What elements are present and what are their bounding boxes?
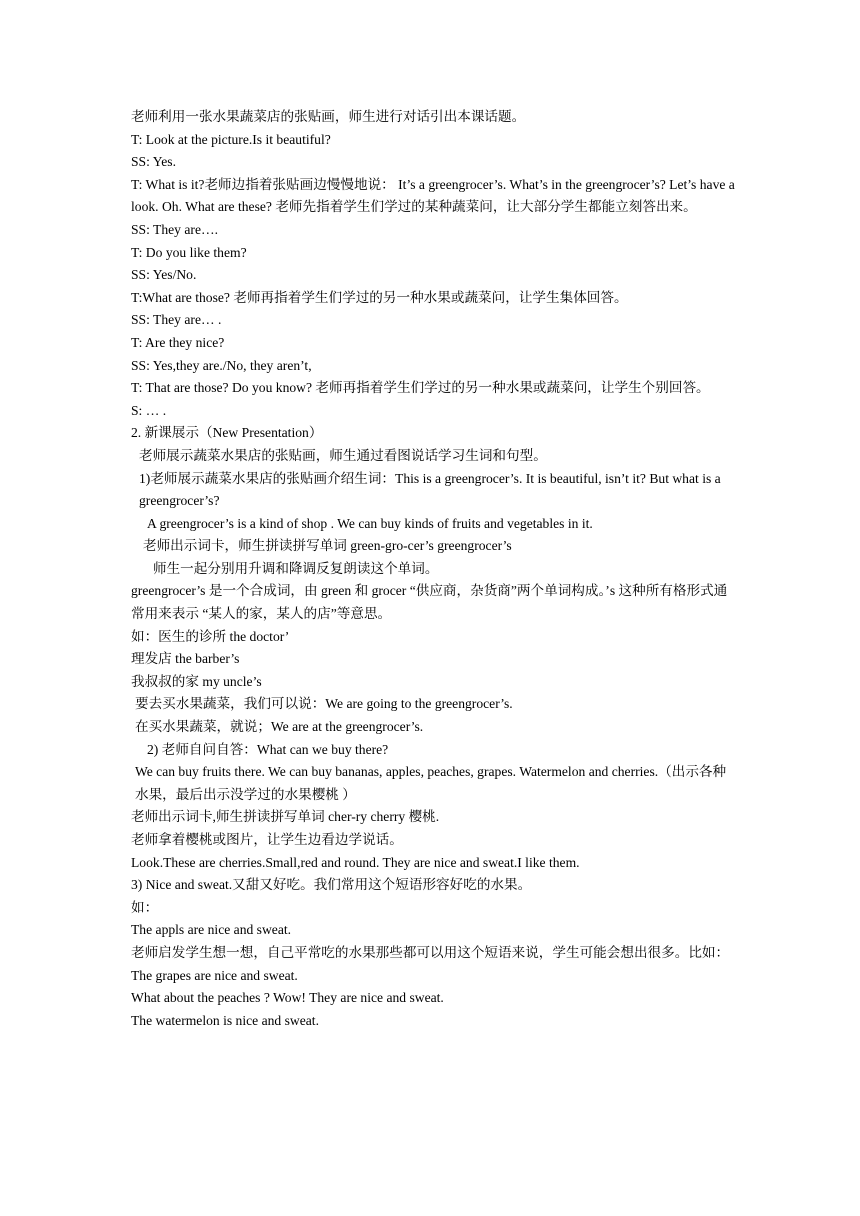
document-line: 1)老师展示蔬菜水果店的张贴画介绍生词：This is a greengrocer’s. It is beautiful, isn’t it? But what is a greengrocer’s?	[139, 470, 721, 509]
document-line: S: … .	[131, 402, 167, 418]
document-line: The appls are nice and sweat.	[131, 922, 292, 938]
document-line: T: What is it?老师边指着张贴画边慢慢地说： It’s a greengrocer’s. What’s in the greengrocer’s? Let’s have a look. Oh. What are these? 老师先指着学生们学过的某种蔬菜问，让大部分学生都能立刻答出来。	[131, 176, 735, 215]
document-line: SS: Yes,they are./No, they aren’t,	[131, 357, 312, 373]
document-line: The watermelon is nice and sweat.	[131, 1012, 319, 1028]
document-line: 我叔叔的家 my uncle’s	[131, 673, 262, 689]
document-line: 要去买水果蔬菜，我们可以说：We are going to the greengrocer’s.	[135, 696, 513, 712]
document-line: SS: They are… .	[131, 312, 222, 328]
document-line: T:What are those? 老师再指着学生们学过的另一种水果或蔬菜问，让学生集体回答。	[131, 289, 628, 305]
document-body	[131, 106, 736, 1032]
document-line: greengrocer’s 是一个合成词，由 green 和 grocer “供应商，杂货商”两个单词构成。’s 这种所有格形式通常用来表示 “某人的家，某人的店”等意思。	[131, 583, 728, 622]
document-line: 老师展示蔬菜水果店的张贴画，师生通过看图说话学习生词和句型。	[139, 447, 547, 463]
document-line: What about the peaches ? Wow! They are nice and sweat.	[131, 990, 444, 1006]
document-line: T: Are they nice?	[131, 334, 225, 350]
document-line: We can buy fruits there. We can buy bananas, apples, peaches, grapes. Watermelon and cherries.（出示各种水果，最后出示没学过的水果樱桃 ）	[135, 764, 727, 802]
document-line: 老师拿着樱桃或图片，让学生边看边学说话。	[131, 832, 403, 847]
document-line: T: That are those? Do you know? 老师再指着学生们学过的另一种水果或蔬菜问，让学生个别回答。	[131, 380, 710, 396]
document-line: 2. 新课展示（New Presentation）	[131, 425, 323, 441]
document-line: 理发店 the barber’s	[131, 651, 240, 667]
document-line: 在买水果蔬菜，就说；We are at the greengrocer’s.	[135, 719, 424, 735]
document-line: SS: Yes.	[131, 154, 176, 170]
document-line: 老师启发学生想一想，自己平常吃的水果那些都可以用这个短语来说，学生可能会想出很多。比如：	[131, 944, 730, 960]
document-line: 2) 老师自问自答：What can we buy there?	[147, 741, 389, 757]
document-line: SS: Yes/No.	[131, 267, 197, 283]
document-line: 老师利用一张水果蔬菜店的张贴画，师生进行对话引出本课话题。	[131, 109, 526, 124]
document-line: 师生一起分别用升调和降调反复朗读这个单词。	[153, 560, 439, 576]
document-line: The grapes are nice and sweat.	[131, 967, 298, 983]
document-line: T: Look at the picture.Is it beautiful?	[131, 131, 331, 147]
document-line: 3) Nice and sweat.又甜又好吃。我们常用这个短语形容好吃的水果。	[131, 877, 532, 893]
document-line: 如：医生的诊所 the doctor’	[131, 628, 290, 644]
document-line: 老师出示词卡,师生拼读拼写单词 cher-ry cherry 樱桃.	[131, 809, 440, 825]
document-line: SS: They are….	[131, 221, 218, 237]
document-line: 如：	[131, 899, 159, 915]
document-line: A greengrocer’s is a kind of shop . We can buy kinds of fruits and vegetables in it.	[147, 515, 593, 531]
document-line: Look.These are cherries.Small,red and round. They are nice and sweat.I like them.	[131, 854, 580, 870]
document-line: T: Do you like them?	[131, 244, 247, 260]
document-line: 老师出示词卡，师生拼读拼写单词 green-gro-cer’s greengrocer’s	[143, 538, 512, 554]
